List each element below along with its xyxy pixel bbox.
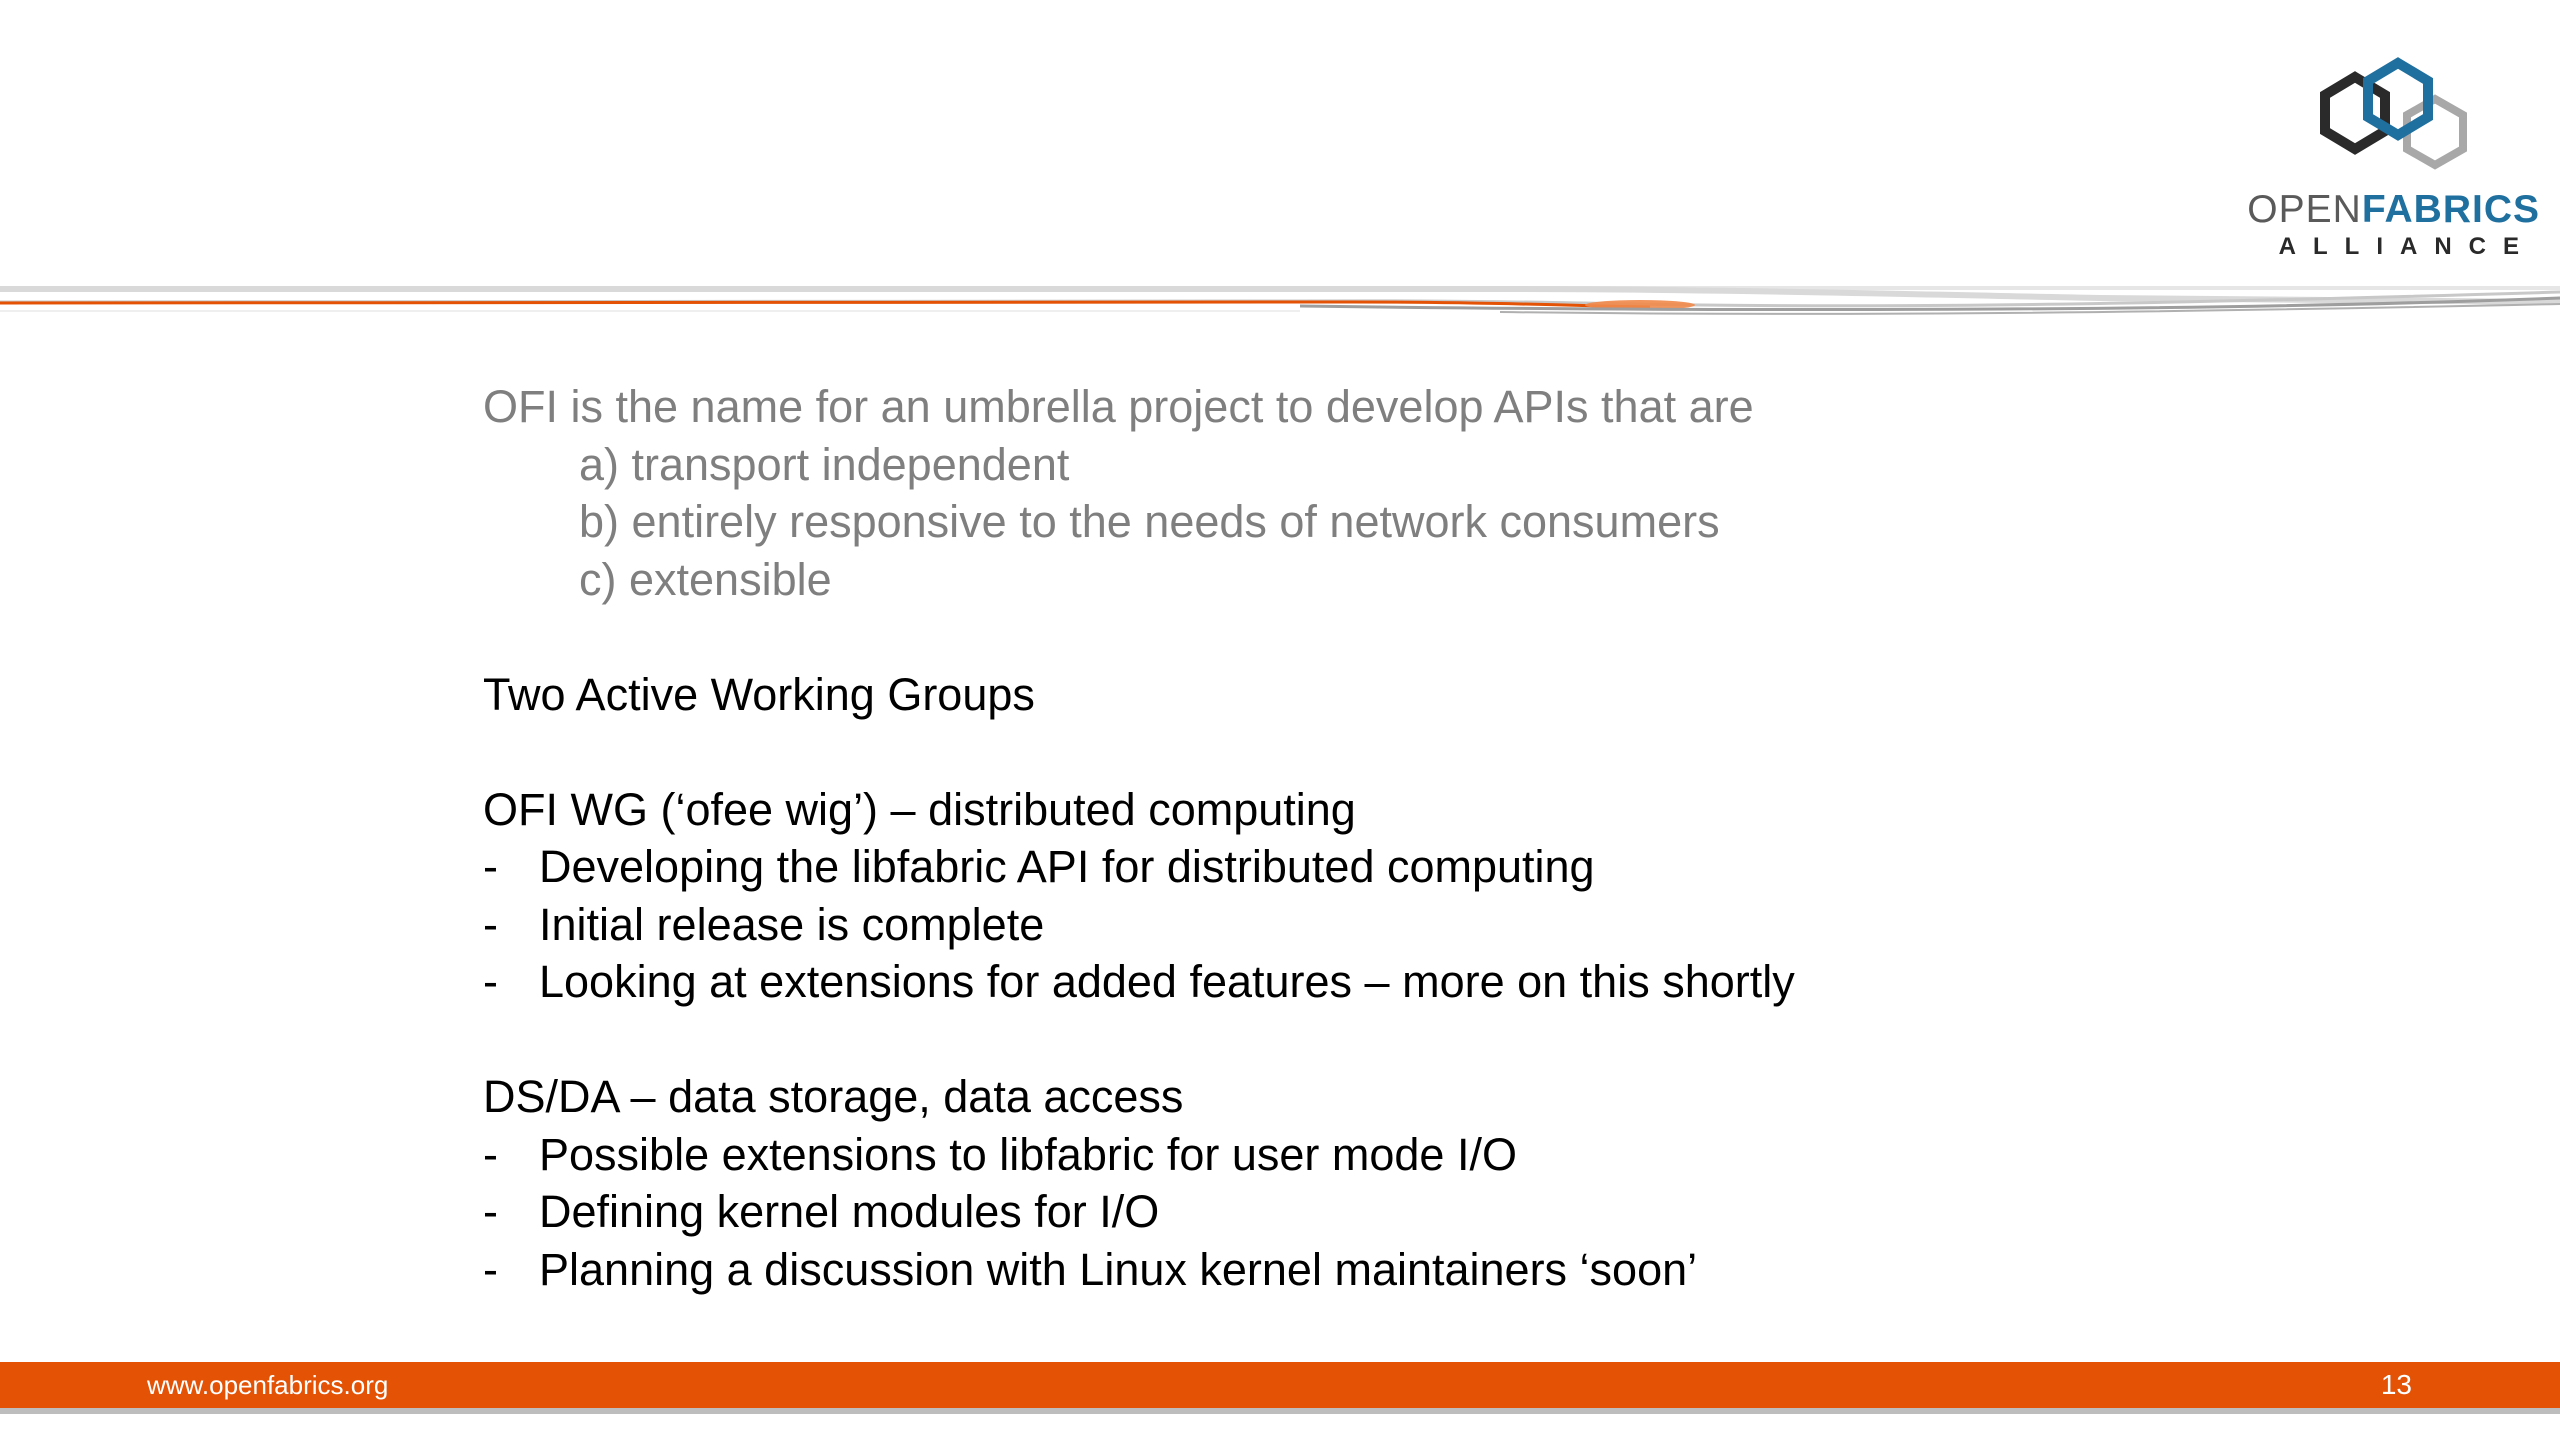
list-item-text: Defining kernel modules for I/O — [539, 1186, 1160, 1237]
intro-text: OFI is the name for an umbrella project to develop APIs that are — [483, 381, 1754, 432]
ofiwg-heading: OFI WG (‘ofee wig’) – distributed computing — [483, 783, 1356, 835]
dsda-heading: DS/DA – data storage, data access — [483, 1071, 1184, 1122]
working-groups-heading: Two Active Working Groups — [483, 668, 1035, 720]
bullet-dash: - — [483, 1186, 498, 1237]
bullet-dash: - — [483, 956, 498, 1007]
list-item-text: Planning a discussion with Linux kernel maintainers ‘soon’ — [539, 1243, 1698, 1295]
intro-item: a) transport independent — [579, 438, 1070, 490]
footer-bar — [0, 1362, 2560, 1408]
bullet-dash: - — [483, 1128, 498, 1180]
logo-word-fabrics: FABRICS — [2361, 188, 2540, 231]
slide-body — [483, 378, 2383, 1298]
list-item-text: Initial release is complete — [539, 898, 1045, 950]
bullet-dash: - — [483, 898, 498, 950]
bullet-dash: - — [483, 1243, 498, 1295]
list-item-text: Looking at extensions for added features – more on this shortly — [539, 956, 1795, 1007]
intro-item: b) entirely responsive to the needs of network consumers — [579, 496, 1720, 547]
list-item — [483, 1183, 2383, 1241]
hexagon-logo-icon — [2285, 55, 2495, 185]
list-item-text: Possible extensions to libfabric for user mode I/O — [539, 1128, 1517, 1180]
bullet-dash: - — [483, 841, 498, 892]
list-item — [483, 953, 2383, 1011]
list-item — [483, 1126, 2383, 1184]
intro-item: c) extensible — [579, 553, 832, 605]
logo-word-open: OPEN — [2247, 188, 2362, 231]
list-item — [483, 1241, 2383, 1299]
page-number: 13 — [2380, 1369, 2412, 1400]
list-item — [483, 838, 2383, 896]
footer-url: www.openfabrics.org — [147, 1370, 389, 1400]
logo-subtitle: ALLIANCE — [2278, 233, 2536, 260]
footer-shadow — [0, 1408, 2560, 1414]
logo-wordmark — [2240, 190, 2540, 229]
list-item-text: Developing the libfabric API for distributed computing — [539, 841, 1595, 892]
openfabrics-logo — [2240, 55, 2540, 265]
list-item — [483, 896, 2383, 954]
header-swoosh — [0, 280, 2560, 325]
